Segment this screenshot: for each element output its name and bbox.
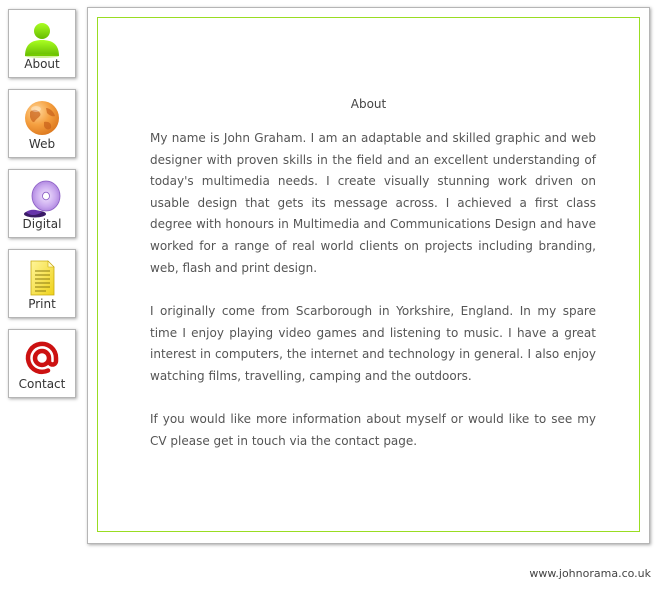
nav-print-label: Print [28,297,56,311]
content-panel [87,7,650,544]
nav-digital-button[interactable] [8,169,76,238]
at-sign-icon [22,338,62,378]
footer-url: www.johnorama.co.uk [529,567,651,580]
user-icon [22,18,62,58]
nav-web-button[interactable] [8,89,76,158]
about-paragraph-1: My name is John Graham. I am an adaptable and skilled graphic and web designer with proven skills in the field and an excellent understanding of today's multimedia needs. I create visually stunning work driven on usable design that gets its message across. I achieved a first class degree with honours in Multimedia and Communications Design and have worked for a range of real world clients on projects including branding, web, flash and print design. [150,131,596,275]
nav-web-label: Web [28,137,56,151]
content-frame [97,17,640,532]
nav-digital-label: Digital [22,217,62,231]
document-icon [22,258,62,298]
nav-about-label: About [24,57,60,71]
page-title: About [350,97,387,111]
about-paragraph-2: I originally come from Scarborough in Yorkshire, England. In my spare time I enjoy playing video games and listening to music. I have a great interest in computers, the internet and technology in general. I also enjoy watching films, travelling, camping and the outdoors. [150,304,596,383]
about-paragraph-3: If you would like more information about myself or would like to see my CV please get in touch via the contact page. [150,412,596,448]
globe-icon [22,98,62,138]
cd-icon [22,178,62,218]
nav-contact-label: Contact [18,377,66,391]
nav-contact-button[interactable] [8,329,76,398]
nav-about-button[interactable] [8,9,76,78]
nav-print-button[interactable] [8,249,76,318]
